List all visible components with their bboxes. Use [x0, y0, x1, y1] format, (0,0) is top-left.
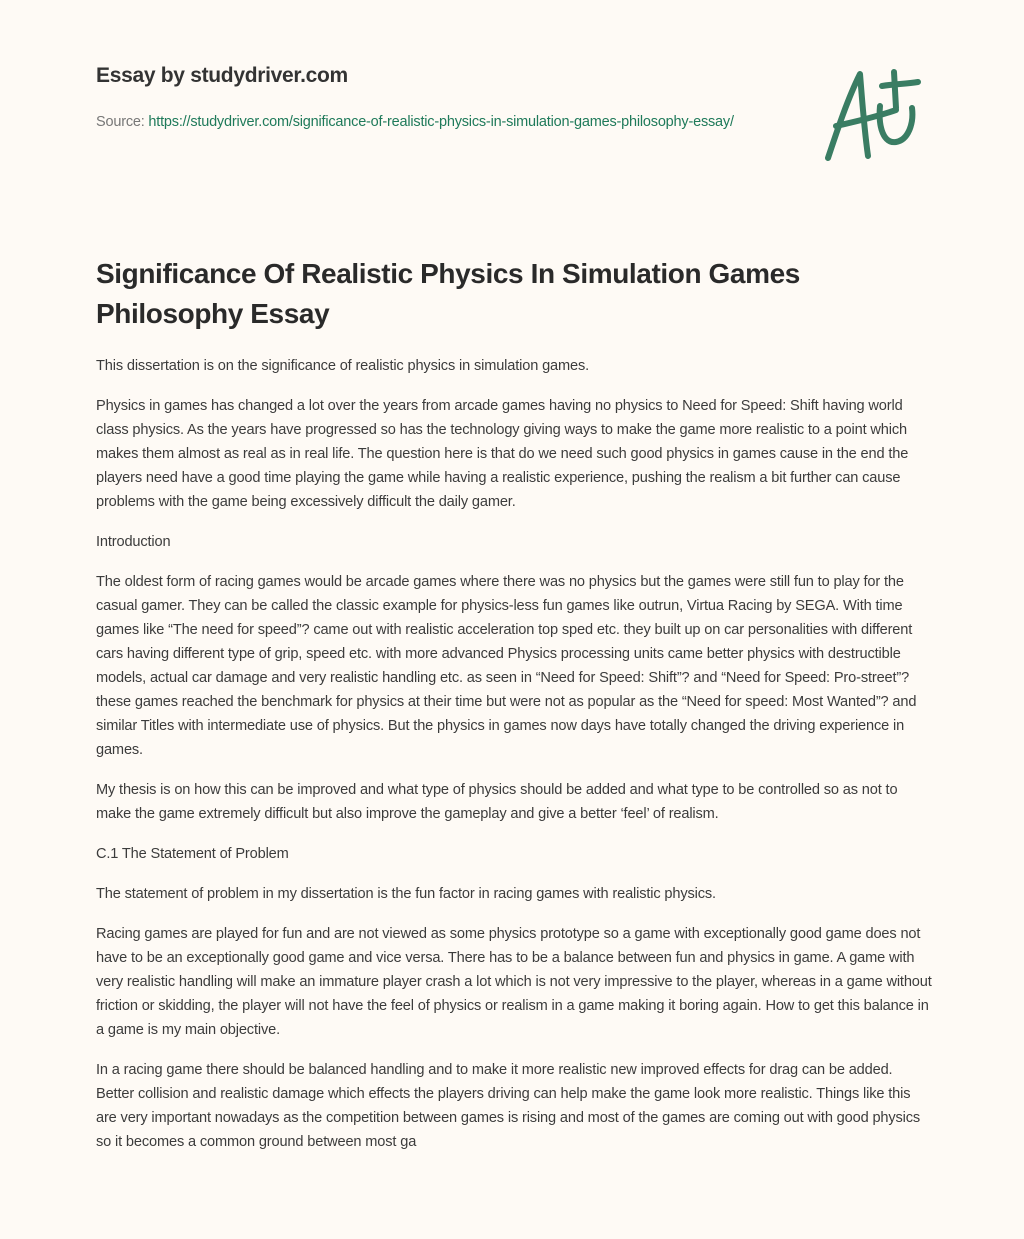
paragraph: My thesis is on how this can be improved and what type of physics should be added and what type to be controlled so as not to make the game extremely difficult but also improve the gameplay and give a better ‘feel’ of realism. — [96, 782, 898, 822]
section-heading: Introduction — [96, 534, 171, 550]
article-body — [96, 354, 932, 1170]
site-title: Essay by studydriver.com — [96, 64, 348, 87]
paragraph: This dissertation is on the significance of realistic physics in simulation games. — [96, 358, 590, 374]
source-link[interactable]: https://studydriver.com/significance-of-realistic-physics-in-simulation-games-philosophy-essay/ — [148, 114, 734, 130]
article-title: Significance Of Realistic Physics In Simulation Games Philosophy Essay — [96, 258, 800, 329]
a-plus-logo — [818, 68, 928, 168]
paragraph: Racing games are played for fun and are not viewed as some physics prototype so a game with exceptionally good game does not have to be an exceptionally good game and vice versa. There has to be a balance between fun and physics in game. A game with very realistic handling will make an immature player crash a lot which is not very impressive to the player, whereas in a game without friction or skidding, the player will not have the feel of physics or realism in a game making it boring again. How to get this balance in a game is my main objective. — [96, 926, 932, 1038]
source-line — [96, 111, 776, 134]
section-heading: C.1 The Statement of Problem — [96, 846, 289, 862]
paragraph: Physics in games has changed a lot over the years from arcade games having no physics to Need for Speed: Shift having world class physics. As the years have progressed so has the technology giving ways to make the game more realistic to a point which makes them almost as real as in real life. The question here is that do we need such good physics in games cause in the end the players need have a good time playing the game while having a realistic experience, pushing the realism a bit further can cause problems with the game being excessively difficult the daily gamer. — [96, 398, 909, 510]
paragraph: The statement of problem in my dissertation is the fun factor in racing games with realistic physics. — [96, 886, 716, 902]
paragraph: In a racing game there should be balanced handling and to make it more realistic new improved effects for drag can be added. Better collision and realistic damage which effects the players driving can help make the game look more realistic. Things like this are very important nowadays as the competition between games is rising and most of the games are coming out with good physics so it becomes a common ground between most ga — [96, 1062, 921, 1150]
source-label: Source: — [96, 114, 149, 130]
paragraph: The oldest form of racing games would be arcade games where there was no physics but the games were still fun to play for the casual gamer. They can be called the classic example for physics-less fun games like outrun, Virtua Racing by SEGA. With time games like “The need for speed”? came out with realistic acceleration top sped etc. they built up on car personalities with different cars having different type of grip, speed etc. with more advanced Physics processing units came better physics with destructible models, actual car damage and very realistic handling etc. as seen in “Need for Speed: Shift”? and “Need for Speed: Pro-street”? these games reached the benchmark for physics at their time but were not as popular as the “Need for speed: Most Wanted”? and similar Titles with intermediate use of physics. But the physics in games now days have totally changed the driving experience in games. — [96, 574, 917, 758]
